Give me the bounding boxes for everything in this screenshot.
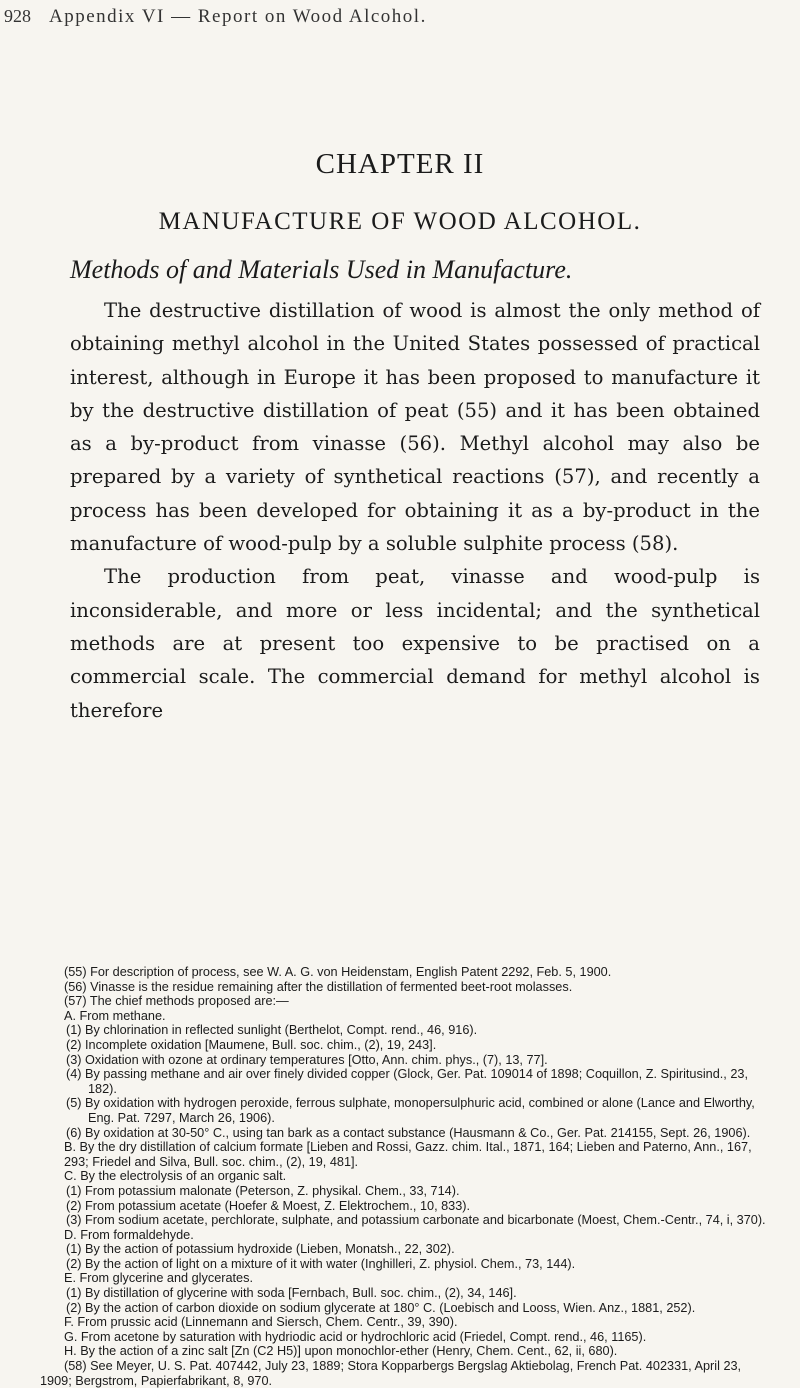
footnote-item: (2) By the action of carbon dioxide on sodium glycerate at 180° C. (Loebisch and Looss, Wien. Anz., 1881, 252). — [66, 1300, 696, 1315]
footnote-item: (1) From potassium malonate (Peterson, Z. physikal. Chem., 33, 714). — [66, 1183, 460, 1198]
footnote-section: B. By the dry distillation of calcium formate [Lieben and Rossi, Gazz. chim. Ital., 1871, 164; Lieben and Paterno, Ann., 167, 293; Friedel and Silva, Bull. soc. chim., (2), 19, 481]. — [64, 1140, 752, 1169]
footnote: (56) Vinasse is the residue remaining after the distillation of fermented beet-root molasses. — [64, 979, 573, 994]
footnote-item: (3) Oxidation with ozone at ordinary temperatures [Otto, Ann. chim. phys., (7), 13, 77]. — [66, 1052, 548, 1067]
footnote-item: (5) By oxidation with hydrogen peroxide, ferrous sulphate, monopersulphuric acid, combined or alone (Lance and Elworthy, Eng. Pat. 7297, March 26, 1906). — [66, 1096, 755, 1125]
chapter-title: MANUFACTURE OF WOOD ALCOHOL. — [158, 208, 642, 235]
footnote: (58) See Meyer, U. S. Pat. 407442, July 23, 1889; Stora Kopparbergs Bergslag Aktiebolag, French Pat. 402331, April 23, 1909; Bergstrom, Papierfabrikant, 8, 970. — [40, 1359, 742, 1388]
footnote-item: (2) By the action of light on a mixture of it with water (Inghilleri, Z. physiol. Chem., 73, 144). — [66, 1256, 576, 1271]
footnote-item: (4) By passing methane and air over finely divided copper (Glock, Ger. Pat. 109014 of 1898; Coquillon, Z. Spiritusind., 23, 182). — [66, 1067, 748, 1096]
footnote-section: E. From glycerine and glycerates. — [64, 1271, 253, 1286]
footnote: (57) The chief methods proposed are:— — [64, 994, 289, 1009]
footnote-section: H. By the action of a zinc salt [Zn (C2 H5)] upon monochlor-ether (Henry, Chem. Cent., 62, ii, 680). — [64, 1344, 618, 1359]
page-number: 928 — [4, 6, 31, 26]
footnote-item: (1) By distillation of glycerine with soda [Fernbach, Bull. soc. chim., (2), 34, 146]. — [66, 1286, 517, 1301]
footnote-section: F. From prussic acid (Linnemann and Siersch, Chem. Centr., 39, 390). — [64, 1315, 458, 1330]
footnote: (55) For description of process, see W. A. G. von Heidenstam, English Patent 2292, Feb. 5, 1900. — [64, 965, 612, 979]
footnote-section: A. From methane. — [64, 1008, 166, 1023]
footnotes — [40, 965, 775, 1388]
footnote-section: C. By the electrolysis of an organic salt. — [64, 1169, 287, 1184]
footnote-item: (2) Incomplete oxidation [Maumene, Bull. soc. chim., (2), 19, 243]. — [66, 1037, 437, 1052]
section-subtitle: Methods of and Materials Used in Manufacture. — [70, 255, 573, 284]
footnote-item: (1) By the action of potassium hydroxide (Lieben, Monatsh., 22, 302). — [66, 1242, 455, 1257]
body-text — [70, 294, 760, 727]
running-head — [4, 6, 780, 28]
footnote-section: G. From acetone by saturation with hydriodic acid or hydrochloric acid (Friedel, Compt. rend., 46, 1165). — [64, 1329, 647, 1344]
paragraph: The production from peat, vinasse and wood-pulp is inconsiderable, and more or less incidental; and the synthetical methods are at present too expensive to be practised on a commercial scale. The commercial demand for methyl alcohol is therefore — [70, 565, 760, 722]
running-title: Appendix VI — Report on Wood Alcohol. — [49, 6, 427, 27]
chapter-label: CHAPTER II — [315, 148, 485, 180]
footnote-section: D. From formaldehyde. — [64, 1227, 194, 1242]
footnote-item: (1) By chlorination in reflected sunlight (Berthelot, Compt. rend., 46, 916). — [66, 1023, 478, 1038]
paragraph: The destructive distillation of wood is almost the only method of obtaining methyl alcohol in the United States possessed of practical interest, although in Europe it has been proposed to manufacture it by the destructive distillation of peat (55) and it has been obtained as a by-product from vinasse (56). Methyl alcohol may also be prepared by a variety of synthetical reactions (57), and recently a process has been developed for obtaining it as a by-product in the manufacture of wood-pulp by a soluble sulphite process (58). — [70, 299, 760, 556]
footnote-item: (2) From potassium acetate (Hoefer & Moest, Z. Elektrochem., 10, 833). — [66, 1198, 471, 1213]
footnote-item: (3) From sodium acetate, perchlorate, sulphate, and potassium carbonate and bicarbonate (Moest, Chem.-Centr., 74, i, 370). — [66, 1213, 766, 1228]
footnote-item: (6) By oxidation at 30-50° C., using tan bark as a contact substance (Hausmann & Co., Ger. Pat. 214155, Sept. 26, 1906). — [66, 1125, 751, 1140]
